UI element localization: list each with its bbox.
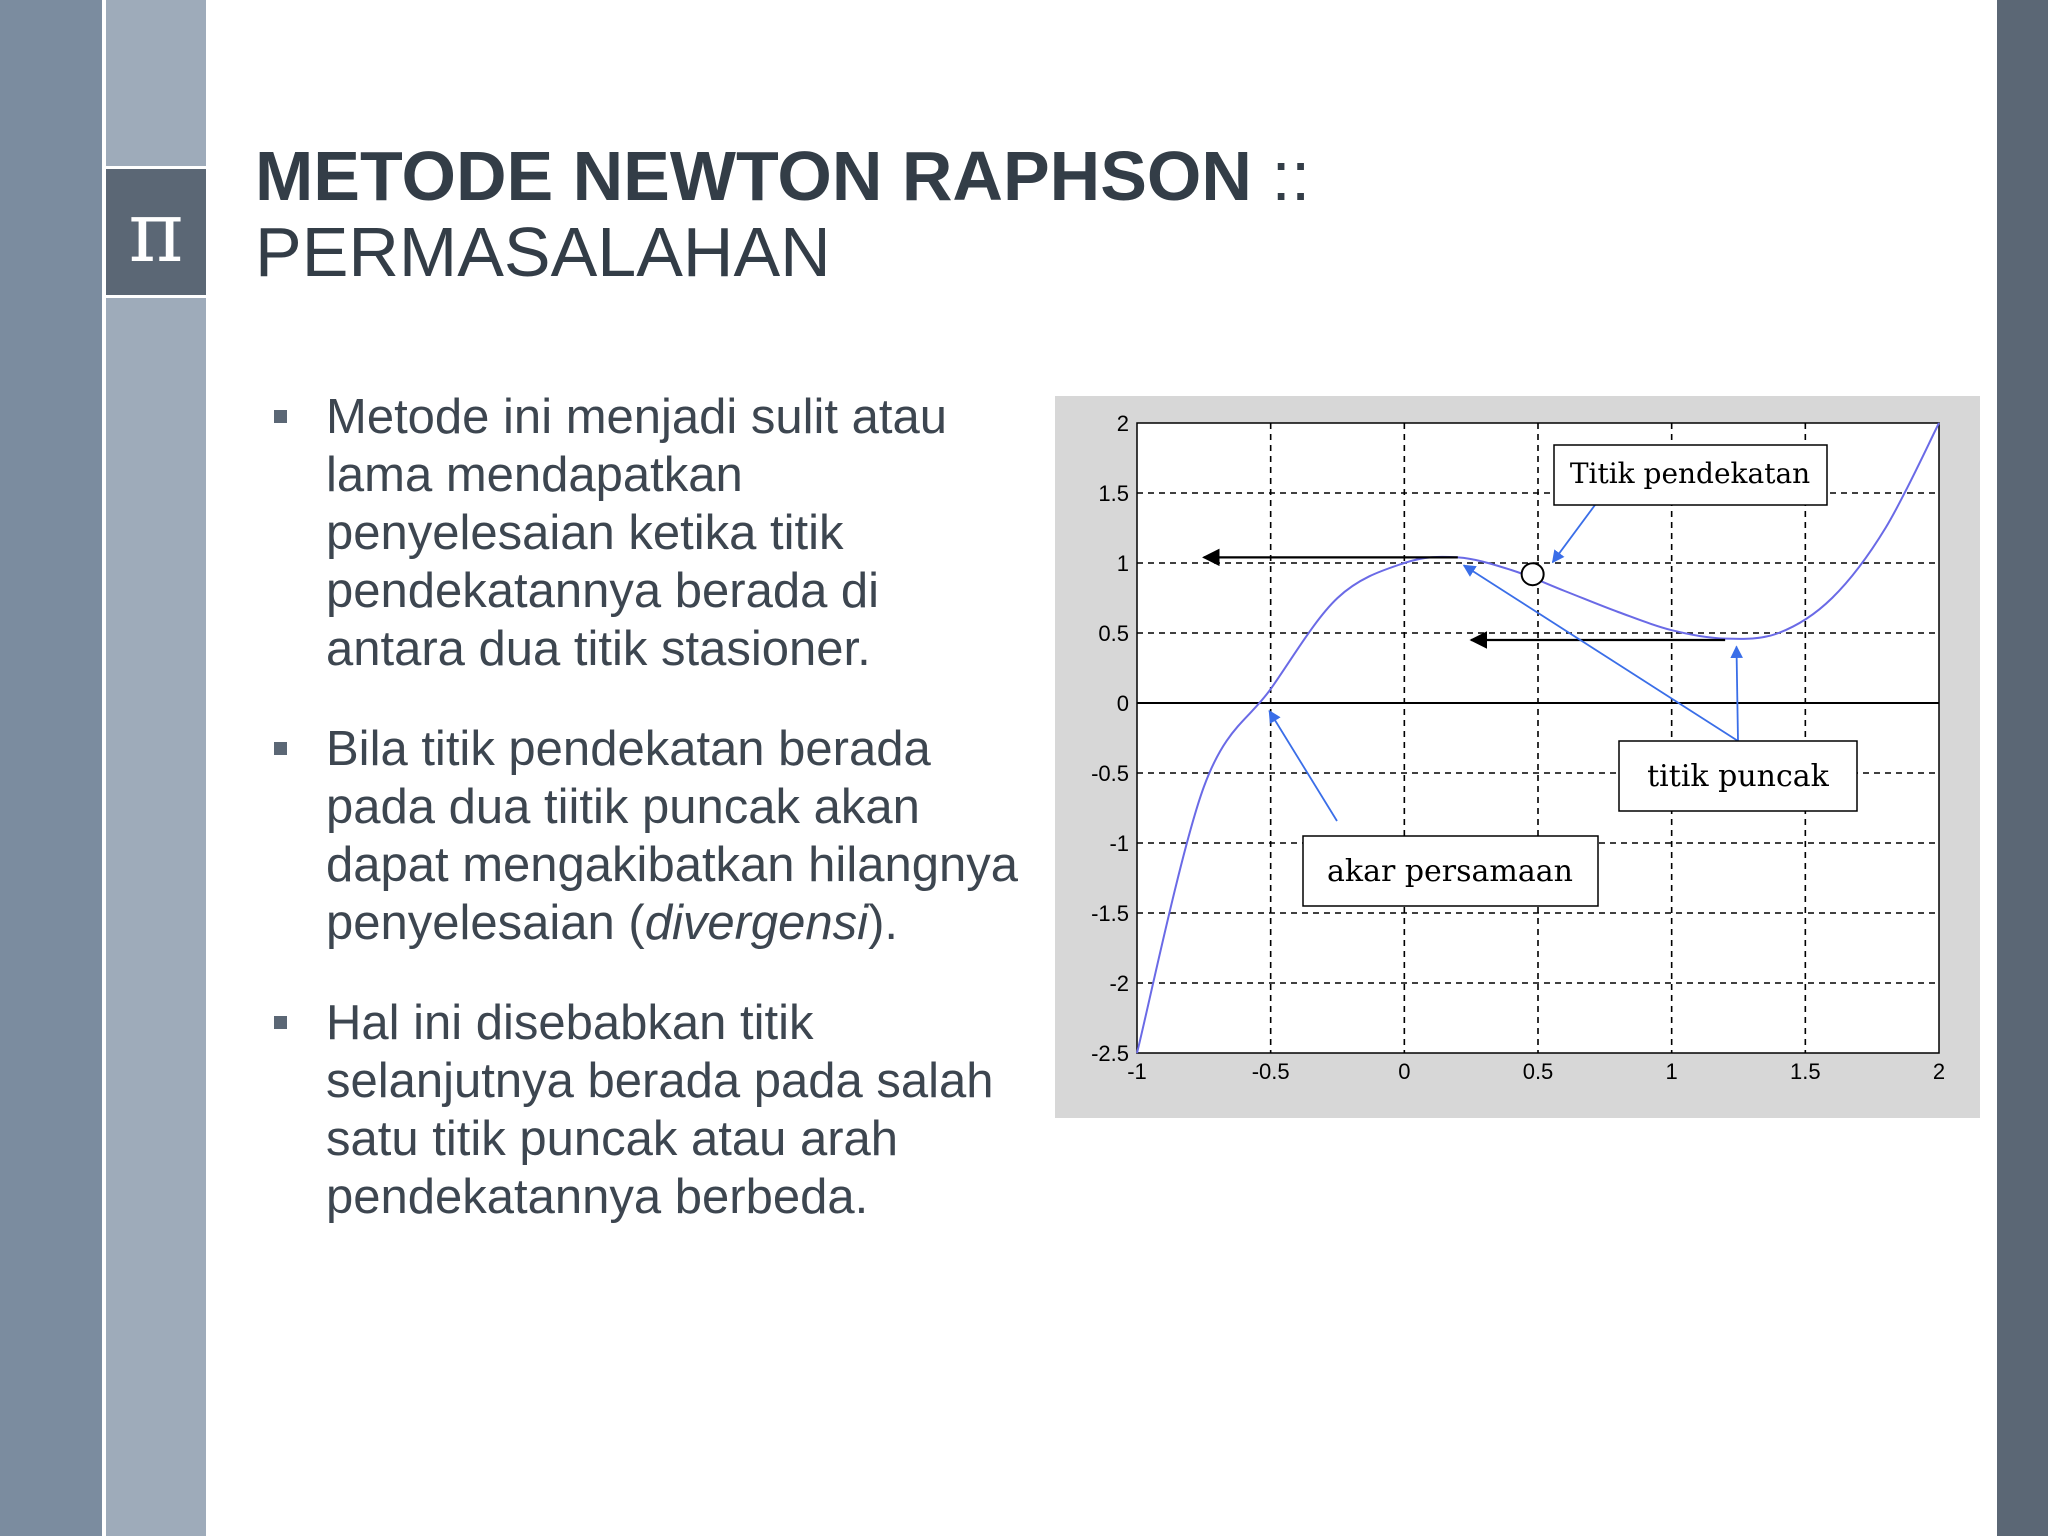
bullet-list: [270, 388, 1030, 1268]
y-tick-label: 1: [1116, 551, 1129, 576]
bullet-item: [270, 720, 1030, 952]
x-tick-label: 1: [1665, 1059, 1678, 1084]
square-bullet-icon: [274, 1016, 287, 1029]
left-dark-band: [0, 0, 102, 1536]
x-tick-label: 0.5: [1522, 1059, 1554, 1084]
x-tick-label: 2: [1932, 1059, 1946, 1084]
bullet-item: [270, 994, 1030, 1226]
approximation-point: [1522, 563, 1544, 585]
annotation-label: titik puncak: [1647, 759, 1829, 794]
y-tick-label: 2: [1116, 411, 1129, 436]
x-tick-label: 0: [1398, 1059, 1411, 1084]
annotation-titik-pendekatan: [1554, 445, 1827, 505]
bullet-text: Metode ini menjadi sulit atau lama mendapatkan penyelesaian ketika titik pendekatannya berada di antara dua titik stasioner.: [326, 390, 948, 676]
y-tick-label: -2: [1109, 971, 1129, 996]
chart-svg: [1055, 396, 1980, 1118]
annotation-label: akar persamaan: [1327, 854, 1573, 889]
slide-title: [255, 138, 1455, 290]
y-tick-label: -2.5: [1091, 1041, 1129, 1066]
y-tick-label: 1.5: [1098, 481, 1129, 506]
title-bold: METODE NEWTON RAPHSON: [255, 137, 1252, 215]
bullet-text: Hal ini disebabkan titik selanjutnya berada pada salah satu titik puncak atau arah pendekatannya berbeda.: [326, 996, 994, 1224]
plot-area: [1137, 423, 1939, 1053]
annotation-akar-persamaan: [1303, 836, 1598, 906]
y-tick-label: -1: [1109, 831, 1129, 856]
right-band: [1997, 0, 2048, 1536]
title-separator: ::: [1251, 137, 1311, 215]
y-tick-label: 0.5: [1098, 621, 1129, 646]
newton-raphson-chart: [1055, 396, 1980, 1118]
y-tick-label: 0: [1116, 691, 1129, 716]
bullet-item: [270, 388, 1030, 678]
title-subtitle: PERMASALAHAN: [255, 213, 831, 291]
square-bullet-icon: [274, 410, 287, 423]
x-tick-label: 1.5: [1790, 1059, 1821, 1084]
bullet-text-pre: Bila titik pendekatan berada pada dua tiitik puncak akan dapat mengakibatkan hilangnya penyelesaian (: [326, 722, 1018, 950]
annotation-titik-puncak: [1619, 741, 1857, 811]
y-tick-label: -0.5: [1091, 761, 1129, 786]
bullet-text-emphasis: divergensi: [644, 896, 869, 950]
x-tick-label: -1: [1127, 1059, 1147, 1084]
pi-glyph: π: [128, 183, 184, 281]
annotation-label: Titik pendekatan: [1569, 457, 1811, 490]
y-tick-label: -1.5: [1091, 901, 1129, 926]
pi-icon: [106, 166, 206, 298]
bullet-text-post: ).: [868, 896, 899, 950]
x-tick-label: -0.5: [1251, 1059, 1290, 1084]
square-bullet-icon: [274, 742, 287, 755]
